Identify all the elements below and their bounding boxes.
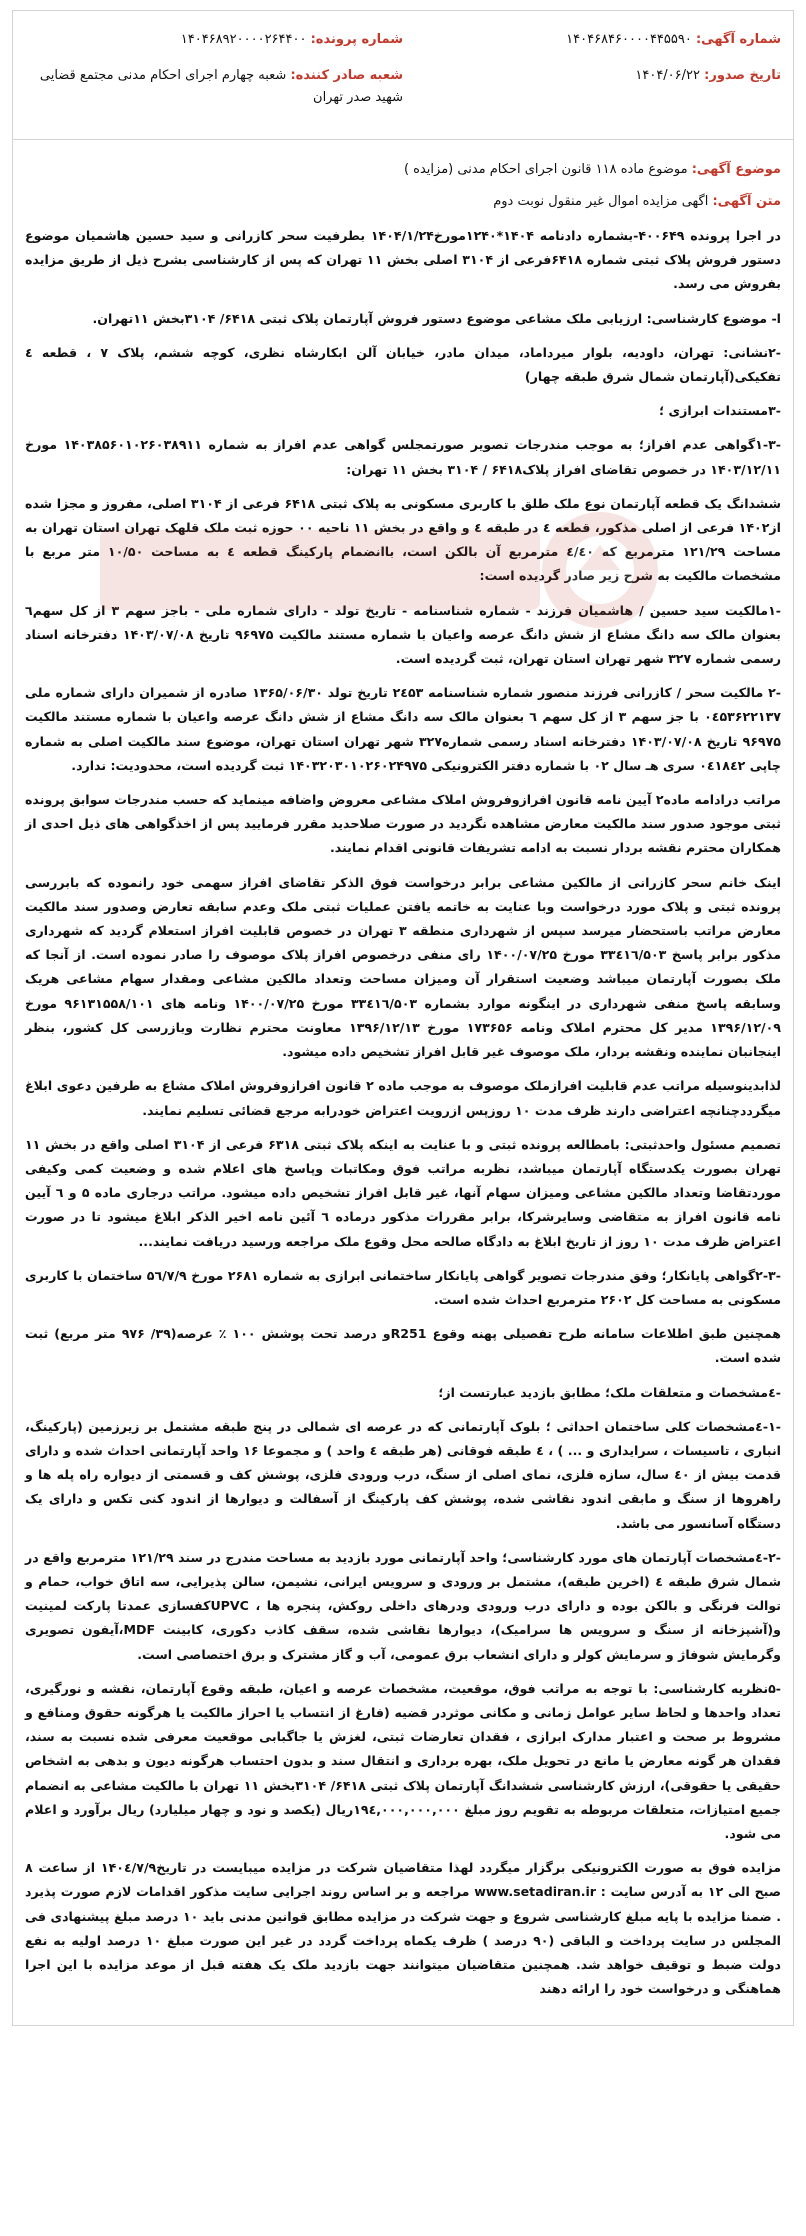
ad-text-value: اگهی مزایده اموال غیر منقول نوبت دوم (493, 194, 709, 209)
header-left-column (25, 29, 403, 125)
paragraph: -۱-٤مشخصات کلی ساختمان احداثی ؛ بلوک آپارتمانی که در عرصه ای شمالی در پنج طبقه مشتمل بر زیرزمین (پارکینگ، انباری ، تاسیسات ، سرایداری و ... ) ، ٤ طبقه فوقانی (هر طبقه ٤ واحد ) و مجموعا ۱۶ واحد آپارتمانی احداث شده و دارای قدمت بیش از ٤۰ سال، سازه فلزی، نمای اصلی از سنگ، درب ورودی فلزی، پوشش کف و قسمتی از دیواره راه پله ها و راهروها از سنگ و مابقی اندود نقاشی شده، پوشش کف پارکینگ از آسفالت و دیوارها از اندود کنی تکس و دارای یک دستگاه آسانسور می باشد. (25, 1418, 782, 1531)
paragraph: -۲ مالکیت سحر / کازرانی فرزند منصور شماره شناسنامه ۲٤۵۳ تاریخ تولد ۱۳۶۵/۰۶/۳۰ صادره از شمیران دارای شماره ملی ۰٤۵۳۶۲۲۱۳۷ با جز سهم ۳ از کل سهم ٦ بعنوان مالک سه دانگ مشاع از شش دانگ عرصه واعیان با شماره مستند مالکیت ۹۶۹۷۵ تاریخ ۱۴۰۳/۰۷/۰۸ دفترخانه اسناد رسمی شماره۳۲۷ شهر تهران استان تهران، موضوع سند مالکیت اصلی به شماره چاپی ۰٤۱۸٤۲ سری هـ سال ۰۲ با شماره دفتر الکترونیکی ۱۴۰۳۲۰۳۰۱۰۲۶۰۲۴۹۷۵ ثبت گردیده است، محدودیت: ندارد. (25, 685, 781, 773)
issue-date-label: تاریخ صدور: (704, 68, 781, 83)
paragraph: -۲-۳گواهی پایانکار؛ وفق مندرجات تصویر گواهی پایانکار ساختمانی ابرازی به شماره ۲۶۸۱ مورخ ۵٦/٧/۹ ساختمان با کاربری مسکونی به مساحت کل ۲۶۰۲ مترمربع احداث شده است. (25, 1267, 781, 1307)
paragraph: -۱مالکیت سید حسین / هاشمیان فرزند - شماره شناسنامه - تاریخ تولد - دارای شماره ملی - باجز سهم ۳ از کل سهم٦ بعنوان مالک سه دانگ مشاع از شش دانگ عرصه واعیان با شماره مستند مالکیت ۹۶۹۷۵ تاریخ ۱۴۰۳/۰۷/۰۸ دفترخانه اسناد رسمی شماره ۳۲۷ شهر تهران استان تهران، ثبت گردیده است. (25, 602, 781, 667)
paragraph: همچنین طبق اطلاعات سامانه طرح تفصیلی پهنه وقوع R251و درصد تحت پوشش ۱۰۰ ٪ عرصه(۳۹/ ۹۷۶ متر مربع) ثبت شده است. (25, 1326, 781, 1366)
paragraph: ششدانگ یک قطعه آپارتمان نوع ملک طلق با کاربری مسکونی به پلاک ثبتی ۶۴۱۸ فرعی از ۳۱۰۴ اصلی، مفروز و مجزا شده از۱۴۰۲ فرعی از اصلی مذکور، قطعه ٤ در طبقه ٤ و واقع در بخش ۱۱ ناحیه ۰۰ حوزه ثبت ملک قلهک تهران استان تهران به مساحت ۱۲۱/۲۹ مترمربع که ٤/٤۰ مترمربع آن بالکن است، باانضمام پارکینگ قطعه ٤ به مساحت ۱۰/۵۰ متر مربع با مشخصات مالکیت به شرح زیر صادر گردیده است: (25, 495, 782, 584)
paragraph: -۱-۳گواهی عدم افراز؛ به موجب مندرجات تصویر صورتمجلس گواهی عدم افراز به شماره ۱۴۰۳۸۵۶۰۱۰۲۶۰۳۸۹۱۱ مورخ ۱۴۰۳/۱۲/۱۱ در خصوص تقاضای افراز پلاک۶۴۱۸ / ۳۱۰۴ بخش ۱۱ تهران: (25, 437, 781, 477)
paragraph: در اجرا پرونده ۴۰۰۶۴۹-بشماره دادنامه ۱۴۰۴*۱۲۴۰مورخ۱۴۰۴/۱/۲۴ بطرفیت سحر کازرانی و سید حسین هاشمیان موضوع دستور فروش پلاک ثبتی شماره ۶۴۱۸فرعی از ۳۱۰۴ اصلی بخش ۱۱ تهران که پس از کارشناسی بشرح ذیل از طریق مزایده بفروش می رسد. (25, 228, 781, 292)
paragraph: -۳مستندات ابرازی ؛ (659, 403, 781, 419)
paragraph: اینک خانم سحر کازرانی از مالکین مشاعی برابر درخواست فوق الذکر تقاضای افراز سهمی خود رانموده که بابررسی پرونده ثبتی و پلاک مورد درخواست وبا عنایت به خاتمه یافتن عملیات ثبتی ملک وعدم سابقه تعارض وصدور سند مالکیت معارض مراتب باستحضار میرسد سپس از شهرداری منطقه ۳ تهران در خصوص قابلیت افراز استعلام گردید که شهرداری مذکور برابر پاسخ ۳۳٤۱٦/۵۰۳ مورخ ۱۴۰۰/۰۷/۲۵ رای منفی درخصوص افراز پلاک موصوف را صادر نموده است. از آنجا که ملک بصورت آپارتمان میباشد وضعیت استقرار آن ومیزان مساحت وتعداد مالکین مشاعی ومقدار سهام مشاعی هریک وسابقه پاسخ منفی شهرداری در اینگونه موارد بشماره ۳۳٤۱٦/۵۰۳ مورخ ۱۴۰۰/۰۷/۲۵ ونامه های ۹۶۱۳۱۵۵۸/۱۰۱ مورخ ۱۳۹۶/۱۲/۰۹ مدیر کل محترم املاک ونامه ۱۷۳۶۵۶ مورخ ۱۳۹۶/۱۲/۱۳ معاونت محترم نظارت وبازرسی کل کشور، بنظر اینجانبان نماینده ونقشه بردار، ملک موصوف غیر قابل افراز تشخیص داده میشود. (25, 874, 781, 1060)
header-right-column (403, 29, 781, 125)
paragraph: مراتب درادامه ماده۲ آیین نامه قانون افرازوفروش املاک مشاعی معروض واضافه مینماید که حسب مندرجات سوابق پرونده ثبتی موجود صدور سند مالکیت معارض مشاهده نگردید در صورت صلاحدید مقرر فرمایید پس از اخذگواهی های ذیل احدی از همکاران محترم نقشه بردار نسبت به ادامه تشریفات قانونی اقدام نمایند. (25, 792, 781, 856)
subject-row (25, 158, 781, 182)
ad-text-label: متن آگهی: (712, 194, 781, 209)
notice-header (12, 10, 794, 140)
ad-number-value: ۱۴۰۴۶۸۴۶۰۰۰۰۴۴۵۵۹۰ (566, 32, 692, 47)
paragraph: -۵نظریه کارشناسی: با توجه به مراتب فوق، موقعیت، مشخصات عرصه و اعیان، طبقه وقوع آپارتمان، نقشه و نورگیری، تعداد واحدها و لحاظ سایر عوامل زمانی و مکانی موثردر قضیه (فارغ از انتساب یا احراز مالکیت یا هرگونه حقوق ومنافع و مشروط بر صحت و اعتبار مدارک ابرازی ، فقدان تعارضات ثبتی، لغزش یا جاگبابی موقعیت معرفی شده نسبت به سند، فقدان هر گونه معارض یا مانع در تحویل ملک، بهره برداری و انتقال سند و بدون احتساب هرگونه دیون و بدهی به اشخاص حقیقی یا حقوقی)، ارزش کارشناسی ششدانگ آپارتمان پلاک ثبتی ۶۴۱۸/ ۳۱۰۴بخش ۱۱ تهران با مالکیت مشاعی به انضمام جمیع امتیازات، متعلقات مربوطه به تقویم روز مبلغ ۱۹٤,۰۰۰,۰۰۰,۰۰۰ریال (یکصد و نود و چهار میلیارد) ریال برآورد و اعلام می شود. (25, 1680, 782, 1841)
paragraph: مزایده فوق به صورت الکترونیکی برگزار میگردد لهذا متقاضیان شرکت در مزایده میبایست در تاریخ۱۴۰٤/۷/۹ از ساعت ۸ صبح الی ۱۲ به آدرس سایت : www.setadiran.ir مراجعه و بر اساس روند اجرایی سایت مذکور اقدامات لازم صورت پذیرد . ضمنا مزایده با پایه مبلغ کارشناسی شروع و جهت شرکت در مزایده مطابق قوانین مدنی باید ۱۰ درصد مبلغ پیشنهادی فی المجلس در سایت پرداخت و الباقی (۹۰ درصد ) ظرف یکماه پرداخت گردد در غیر این صورت مبلغ ۱۰ درصد اولیه به نفع دولت ضبط و توقیف خواهد شد. همچنین متقاضیان میتوانند جهت بازدید ملک یک هفته قبل از موعد مزایده با این اجرا هماهنگی و درخواست خود را ارائه دهند (25, 1860, 781, 1997)
subject-label: موضوع آگهی: (691, 162, 781, 177)
ad-text-row (25, 190, 781, 214)
issuing-branch-row (25, 65, 403, 109)
paragraph: -۲-٤مشخصات آپارتمان های مورد کارشناسی؛ واحد آپارتمانی مورد بازدید به مساحت مندرج در سند ۱۲۱/۲۹ مترمربع واقع در شمال شرق طبقه ٤ (اخرین طبقه)، مشتمل بر ورودی و سرویس ایرانی، نشیمن، سالن پذیرایی، سه اتاق خواب، حمام و توالت فرنگی و بالکن بوده و دارای درب ورودی ودرهای داخلی روکش، پنجره ها ، UPVCکفسازی عمدتا پارکت لمینیت و(آشپزخانه از سنگ و سرویس ها سرامیک)، دیوارها نقاشی شده، سقف کاذب دکوری، کابینت MDF،آیفون تصویری وگرمایش شوفاژ و سرمایش کولر و دارای انشعاب برق عمومی، آب و گاز مشترک و برق اختصاصی است. (25, 1549, 781, 1662)
ad-number-row (403, 29, 781, 51)
paragraph: لذابدینوسیله مراتب عدم قابلیت افرازملک موصوف به موجب ماده ۲ قانون افرازوفروش املاک مشاع به طرفین دعوی ابلاغ میگرددچنانچه اعتراضی دارند ظرف مدت ۱۰ روزپس ازرویت اعتراض خودرابه مرجع قضائی تسلیم نمایند. (25, 1078, 782, 1118)
paragraph: ا- موضوع کارشناسی: ارزیابی ملک مشاعی موضوع دستور فروش آپارتمان پلاک ثبتی ۶۴۱۸/ ۳۱۰۴بخش ۱۱تهران. (92, 310, 781, 326)
issue-date-value: ۱۴۰۴/۰۶/۲۲ (635, 68, 700, 83)
paragraph: -۲نشانی: تهران، داودیه، بلوار میرداماد، میدان مادر، خیابان آلن ابکارشاه نظری، کوچه ششم، پلاک ۷ ، قطعه ٤ تفکیکی(آپارتمان شمال شرق طبقه چهار) (25, 344, 781, 385)
ad-number-label: شماره آگهی: (695, 32, 781, 47)
issuing-branch-value: شعبه چهارم اجرای احکام مدنی مجتمع قضایی شهید صدر تهران (39, 68, 403, 105)
notice-body (12, 140, 794, 2026)
paragraph: تصمیم مسئول واحدثبتی: بامطالعه پرونده ثبتی و با عنایت به اینکه پلاک ثبتی ۶۳۱۸ فرعی از ۳۱۰۴ اصلی واقع در بخش ۱۱ تهران بصورت یکدستگاه آپارتمان میباشد، نظربه مراتب فوق ومکاتبات وپاسخ های اعلام شده و وضعیت کمی وکیفی موردتقاضا وتعداد مالکین مشاعی ومیزان سهام آنها، غیر قابل افراز تشخیص داده میشود. مراتب درجاری ماده ۵ و ٦ آیین نامه قانون افراز به متقاضی وسایرشرکا، برابر مقررات مذکور درماده ٦ آئین نامه اخیر الذکر ابلاغ میشود تا در صورت اعتراض ظرف مدت ۱۰ روز از تاریخ ابلاغ به دادگاه صالحه محل وقوع ملک مراجعه ورسید دریافت نمایند... (25, 1136, 781, 1249)
case-number-label: شماره پرونده: (310, 32, 403, 47)
issuing-branch-label: شعبه صادر کننده: (290, 68, 403, 83)
case-number-value: ۱۴۰۴۶۸۹۲۰۰۰۰۲۶۴۴۰۰ (180, 32, 307, 47)
paragraph: -٤مشخصات و متعلقات ملک؛ مطابق بازدید عبارتست از؛ (438, 1384, 781, 1400)
subject-value: موضوع ماده ۱۱۸ قانون اجرای احکام مدنی (مزایده ) (403, 162, 688, 177)
issue-date-row (403, 65, 781, 87)
case-number-row (25, 29, 403, 51)
